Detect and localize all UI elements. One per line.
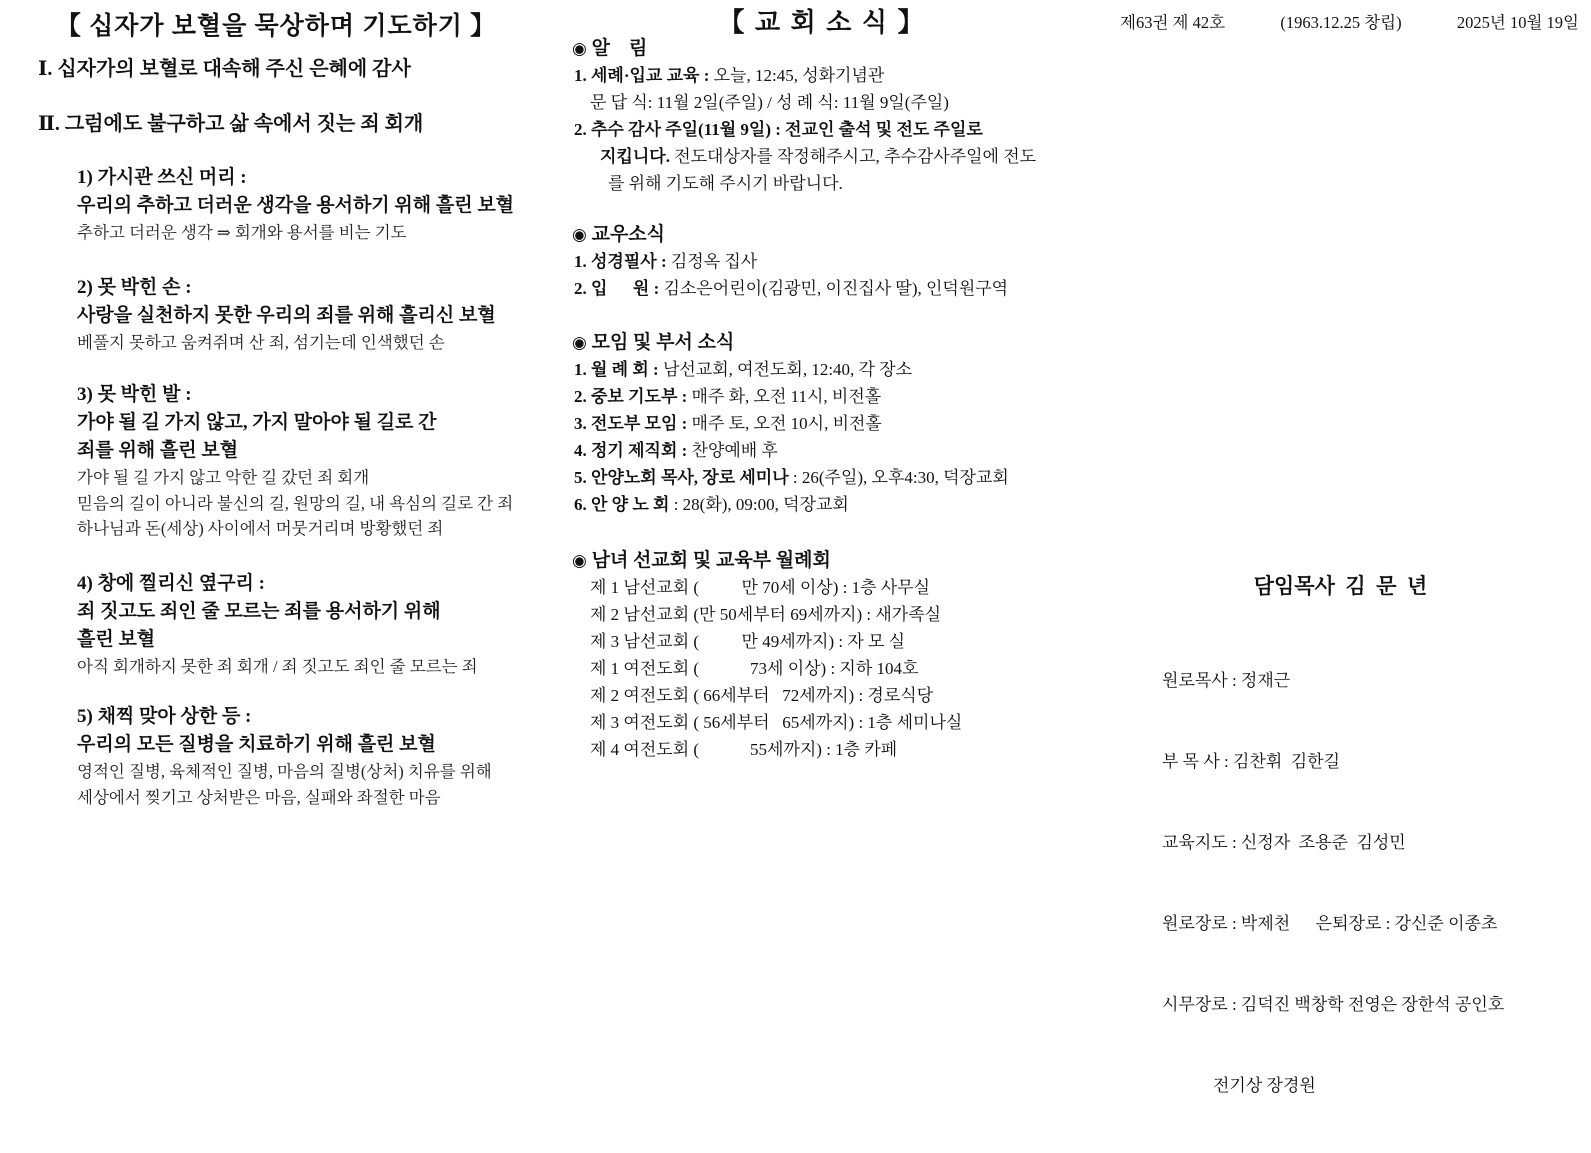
masthead [1090, 0, 1591, 33]
item-label: 2. 추수 감사 주일(11월 9일) : 전교인 출석 및 전도 주일로 [574, 120, 983, 139]
meeting-item [558, 437, 1086, 464]
meditation-section-2 [0, 274, 552, 356]
meeting-item [558, 410, 1086, 437]
date-label: 2025년 10월 19일 [1456, 13, 1579, 32]
item-text: 찬양예배 후 [691, 441, 778, 460]
staff-line-education: 교육지도 : 신정자 조용준 김성민 [1162, 833, 1406, 852]
member-news-item [558, 275, 1086, 302]
section-note-line: 추하고 더러운 생각 ⇒ 회개와 용서를 비는 기도 [77, 223, 407, 242]
monthly-meeting-row: 제 1 여전도회 ( 73세 이상) : 지하 104호 [590, 659, 919, 678]
meeting-item [558, 464, 1086, 491]
item-text: : 28(화), 09:00, 덕장교회 [669, 495, 849, 514]
masthead-staff-column [1090, 0, 1591, 1095]
section-heading: 4) 창에 찔리신 옆구리 : [77, 572, 265, 594]
member-news-heading-label: 교우소식 [586, 224, 666, 245]
meeting-item [558, 383, 1086, 410]
staff-list [1162, 613, 1504, 1153]
church-news-title: 【 교 회 소 식 】 [718, 8, 926, 37]
item-text: 를 위해 기도해 주시기 바랍니다. [608, 174, 843, 193]
section-note-line: 믿음의 길이 아니라 불신의 길, 원망의 길, 내 욕심의 길로 간 죄 [77, 493, 514, 513]
meetings-heading-label: 모임 및 부서 소식 [586, 332, 735, 353]
item-text: 김소은어린이(김광민, 이진집사 딸), 인덕원구역 [663, 279, 1009, 298]
monthly-meeting-heading [558, 548, 1086, 574]
item-text: 전도대상자를 작정해주시고, 추수감사주일에 전도 [674, 147, 1037, 166]
notice-item [558, 143, 1086, 170]
staff-line-emeritus-pastor: 원로목사 : 정재근 [1162, 671, 1291, 690]
monthly-meeting-row: 제 1 남선교회 ( 만 70세 이상) : 1층 사무실 [590, 578, 931, 597]
notice-heading-label: 알 림 [586, 38, 648, 59]
section-heading: 2) 못 박힌 손 : [77, 276, 192, 298]
item-text: : 26(주일), 오후4:30, 덕장교회 [788, 468, 1009, 487]
meditation-section-4 [0, 570, 552, 680]
item-label: 2. 중보 기도부 : [574, 387, 692, 406]
monthly-meeting-row: 제 2 남선교회 (만 50세부터 69세까지) : 새가족실 [590, 605, 942, 624]
meditation-point-1: Ⅰ. 십자가의 보혈로 대속해 주신 은혜에 감사 [38, 58, 411, 80]
section-body-line: 우리의 모든 질병을 치료하기 위해 흘린 보혈 [77, 734, 436, 755]
staff-line-associate-pastors: 부 목 사 : 김찬휘 김한길 [1162, 752, 1341, 771]
section-heading: 3) 못 박힌 발 : [77, 384, 192, 405]
monthly-meeting-row: 제 3 여전도회 ( 56세부터 65세까지) : 1층 세미나실 [590, 713, 963, 732]
volume-label: 제63권 제 42호 [1120, 13, 1226, 32]
meeting-item [558, 491, 1086, 518]
item-label: 4. 정기 제직회 : [574, 441, 692, 460]
meditation-section-3 [0, 381, 552, 542]
monthly-meeting-row: 제 2 여전도회 ( 66세부터 72세까지) : 경로식당 [590, 686, 934, 705]
section-bullet-icon: ◉ [572, 551, 587, 570]
meeting-item [558, 356, 1086, 383]
notice-heading [558, 36, 1086, 62]
notice-item [558, 62, 1086, 89]
item-text: 매주 화, 오전 11시, 비전홀 [691, 387, 882, 406]
meditation-column [0, 0, 552, 810]
staff-line-serving-elders-cont: 전기상 장경원 [1162, 1076, 1316, 1095]
item-label: 5. 안양노회 목사, 장로 세미나 [574, 468, 789, 487]
member-news-heading [558, 222, 1086, 248]
section-note-line: 세상에서 찢기고 상처받은 마음, 실패와 좌절한 마음 [77, 787, 441, 807]
item-label: 1. 월 례 회 : [574, 360, 663, 379]
meditation-section-5 [0, 703, 552, 810]
meditation-section-1 [0, 164, 552, 246]
section-bullet-icon: ◉ [572, 225, 587, 244]
staff-line-elders-emeritus: 원로장로 : 박제천 은퇴장로 : 강신준 이종초 [1162, 914, 1498, 933]
item-text: 오늘, 12:45, 성화기념관 [713, 66, 885, 85]
item-text: 김정옥 집사 [670, 252, 758, 271]
item-text: 문 답 식: 11월 2일(주일) / 성 례 식: 11월 9일(주일) [590, 93, 949, 112]
section-body-line: 흘린 보혈 [77, 628, 156, 650]
item-label: 1. 세례·입교 교육 : [574, 66, 714, 85]
section-body-line: 사랑을 실천하지 못한 우리의 죄를 위해 흘리신 보혈 [77, 304, 496, 326]
section-body-line: 죄 짓고도 죄인 줄 모르는 죄를 용서하기 위해 [77, 600, 441, 622]
section-note-line: 아직 회개하지 못한 죄 회개 / 죄 짓고도 죄인 줄 모르는 죄 [77, 656, 478, 676]
section-body-line: 가야 될 길 가지 않고, 가지 말아야 될 길로 간 [77, 412, 437, 433]
item-label: 6. 안 양 노 회 [574, 495, 670, 514]
notice-item [558, 89, 1086, 116]
item-label: 2. 입 원 : [574, 279, 664, 298]
item-text: 매주 토, 오전 10시, 비전홀 [691, 414, 882, 433]
section-bullet-icon: ◉ [572, 39, 587, 58]
monthly-meeting-heading-label: 남녀 선교회 및 교육부 월례회 [586, 550, 831, 571]
item-text: 남선교회, 여전도회, 12:40, 각 장소 [662, 360, 913, 379]
section-note-line: 하나님과 돈(세상) 사이에서 머뭇거리며 방황했던 죄 [77, 519, 444, 538]
section-heading: 1) 가시관 쓰신 머리 : [77, 167, 247, 188]
senior-pastor-name: 담임목사 김 문 년 [1253, 574, 1428, 598]
staff-line-serving-elders: 시무장로 : 김덕진 백창학 전영은 장한석 공인호 [1162, 995, 1505, 1014]
meditation-title: 【 십자가 보혈을 묵상하며 기도하기 】 [55, 13, 497, 40]
item-label: 지킵니다. [600, 147, 675, 166]
founding-label: (1963.12.25 창립) [1280, 13, 1402, 32]
church-news-column [558, 0, 1086, 763]
item-label: 1. 성경필사 : [574, 252, 671, 271]
section-note-line: 가야 될 길 가지 않고 악한 길 갔던 죄 회개 [77, 468, 370, 487]
section-body-line: 우리의 추하고 더러운 생각을 용서하기 위해 흘린 보혈 [77, 195, 515, 216]
section-body-line: 죄를 위해 흘린 보혈 [77, 440, 239, 461]
section-bullet-icon: ◉ [572, 333, 587, 352]
meditation-point-2: Ⅱ. 그럼에도 불구하고 삶 속에서 짓는 죄 회개 [38, 113, 424, 135]
section-note-line: 베풀지 못하고 움켜쥐며 산 죄, 섬기는데 인색했던 손 [77, 332, 445, 352]
section-note-line: 영적인 질병, 육체적인 질병, 마음의 질병(상처) 치유를 위해 [77, 762, 492, 781]
member-news-item [558, 248, 1086, 275]
item-label: 3. 전도부 모임 : [574, 414, 692, 433]
meetings-heading [558, 330, 1086, 356]
monthly-meeting-row: 제 4 여전도회 ( 55세까지) : 1층 카페 [590, 740, 898, 759]
notice-item [558, 116, 1086, 143]
section-heading: 5) 채찍 맞아 상한 등 : [77, 706, 252, 727]
monthly-meeting-row: 제 3 남선교회 ( 만 49세까지) : 자 모 실 [590, 632, 906, 651]
notice-item [558, 170, 1086, 197]
